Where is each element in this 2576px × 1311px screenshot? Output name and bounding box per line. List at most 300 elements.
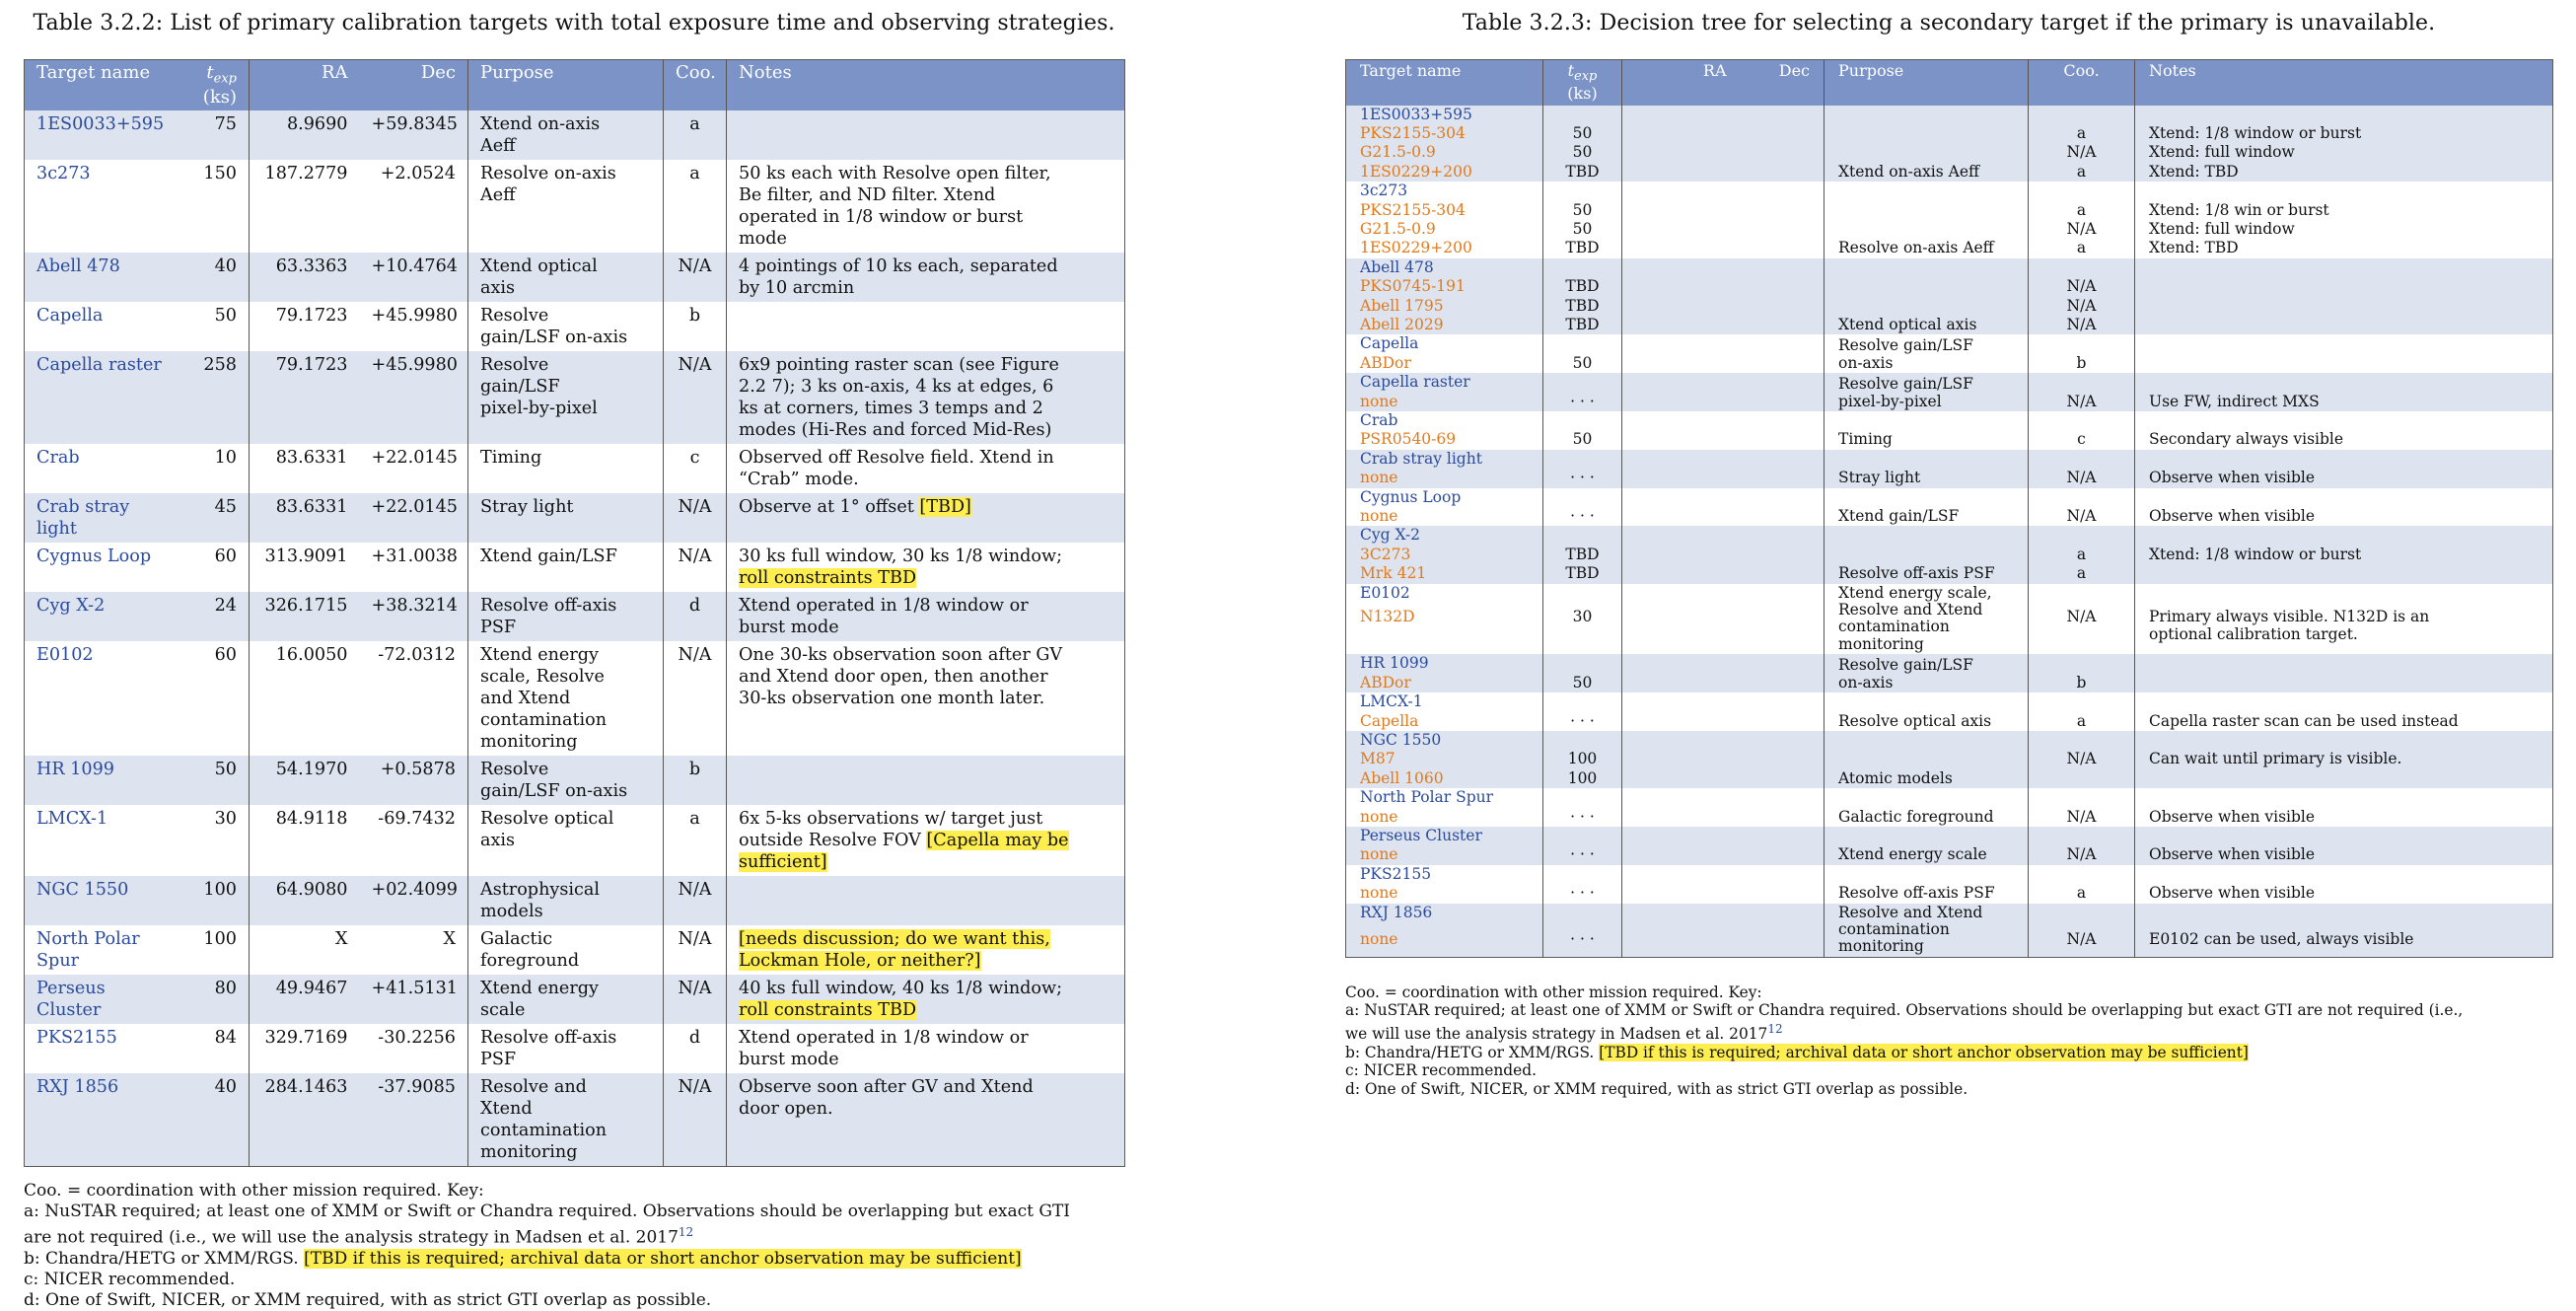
note-text: door open. — [739, 1099, 833, 1120]
primary-target-link[interactable]: Perseus Cluster — [1360, 826, 1482, 844]
primary-target-cell — [1346, 731, 1543, 750]
footnote-c: c: NICER recommended. — [1345, 1061, 1537, 1080]
coo-cell: a — [2029, 163, 2135, 182]
texp-cell: · · · — [1543, 930, 1622, 958]
notes-cell — [2135, 163, 2553, 182]
primary-target-link[interactable]: 3c273 — [1360, 182, 1408, 200]
purpose-line: Xtend — [480, 1099, 533, 1120]
ra-cell — [1622, 106, 1741, 124]
texp-unit: (ks) — [202, 86, 237, 108]
purpose-line: monitoring — [1838, 634, 1924, 653]
primary-target-cell — [1346, 526, 1543, 545]
target-name-link[interactable]: Perseus Cluster — [36, 979, 106, 1021]
alt-target-link[interactable]: PKS2155-304 — [1360, 123, 1466, 142]
dec-cell — [1741, 507, 1825, 526]
dec-cell — [1741, 731, 1825, 750]
alt-target-link[interactable]: M87 — [1360, 750, 1395, 768]
purpose-line: Resolve off-axis PSF — [1838, 564, 1995, 583]
purpose-line: contamination — [480, 1121, 608, 1141]
dec-cell — [1741, 143, 1825, 162]
purpose-cell — [468, 592, 664, 641]
notes-cell — [2135, 584, 2553, 609]
target-name-link[interactable]: LMCX-1 — [36, 809, 108, 830]
notes-cell — [2135, 106, 2553, 124]
purpose-line: gain/LSF — [480, 377, 560, 398]
note-text: Capella raster scan can be used instead — [2149, 711, 2459, 730]
alt-target-link[interactable]: Mrk 421 — [1360, 564, 1427, 583]
target-name-link[interactable]: Abell 478 — [36, 256, 120, 277]
texp-cell: TBD — [1543, 564, 1622, 583]
coo-cell: b — [2029, 674, 2135, 692]
note-text: One 30-ks observation soon after GV — [739, 645, 1063, 666]
coo-cell — [2029, 788, 2135, 807]
ra-cell — [1622, 884, 1741, 903]
group-primary-row — [1346, 731, 2553, 750]
col-ra: RA — [1622, 60, 1741, 106]
target-name-link[interactable]: North Polar Spur — [36, 929, 140, 972]
alt-target-cell — [1346, 845, 1543, 864]
note-text: Use FW, indirect MXS — [2149, 392, 2320, 410]
alt-target-cell — [1346, 163, 1543, 182]
coo-cell: N/A — [664, 253, 727, 302]
note-text: mode — [739, 229, 787, 250]
coo-cell: a — [664, 805, 727, 876]
table-caption: Table 3.2.3: Decision tree for selecting a secondary target if the primary is unavailable. — [1462, 11, 2436, 36]
purpose-line: Xtend gain/LSF — [1838, 507, 1960, 526]
purpose-cell — [468, 493, 664, 543]
col-dec: Dec — [1741, 60, 1825, 106]
alt-target-link[interactable]: Abell 2029 — [1360, 315, 1444, 333]
coo-cell: a — [2029, 201, 2135, 220]
note-text: Secondary always visible — [2149, 430, 2344, 449]
purpose-cell — [1825, 827, 2029, 865]
target-name-cell — [25, 975, 179, 1024]
purpose-line: Resolve off-axis PSF — [1838, 884, 1995, 903]
coo-cell: N/A — [2029, 808, 2135, 827]
coo-cell: N/A — [2029, 297, 2135, 316]
notes-cell — [2135, 674, 2553, 692]
coo-cell: N/A — [2029, 143, 2135, 162]
table-row — [25, 876, 1125, 925]
dec-cell — [1741, 769, 1825, 788]
ra-cell: 284.1463 — [250, 1073, 360, 1167]
alt-target-link[interactable]: PKS0745-191 — [1360, 277, 1466, 296]
dec-cell — [1741, 316, 1825, 334]
target-name-link[interactable]: Cyg X-2 — [36, 596, 106, 617]
target-name-cell — [25, 756, 179, 805]
target-name-link[interactable]: Capella — [36, 306, 104, 327]
purpose-line: scale, Resolve — [480, 667, 605, 688]
primary-targets-table — [24, 59, 1125, 1167]
target-name-link[interactable]: HR 1099 — [36, 760, 114, 780]
alt-target-link[interactable]: Abell 1060 — [1360, 768, 1444, 787]
notes-cell — [727, 756, 1125, 805]
dec-cell — [1741, 430, 1825, 449]
target-name-link[interactable]: Cygnus Loop — [36, 546, 152, 567]
note-text: Observe when visible — [2149, 807, 2316, 826]
texp-cell: 75 — [179, 110, 250, 160]
texp-cell: 50 — [1543, 124, 1622, 143]
table-header-row — [25, 60, 1125, 111]
purpose-line: Xtend energy — [480, 645, 599, 666]
dec-cell: +38.3214 — [360, 592, 468, 641]
alt-target-link[interactable]: N132D — [1360, 608, 1415, 626]
primary-target-link[interactable]: 1ES0033+595 — [1360, 105, 1472, 123]
ra-cell — [1622, 393, 1741, 411]
alt-target-link[interactable]: none — [1360, 807, 1398, 826]
alt-target-link[interactable]: 1ES0229+200 — [1360, 239, 1472, 257]
texp-cell — [1543, 488, 1622, 507]
texp-cell — [1543, 373, 1622, 392]
texp-cell — [1543, 788, 1622, 807]
alt-target-link[interactable]: 1ES0229+200 — [1360, 162, 1472, 181]
ra-cell — [1622, 608, 1741, 654]
alt-target-cell — [1346, 884, 1543, 903]
ra-cell: 63.3363 — [250, 253, 360, 302]
primary-target-link[interactable]: Cyg X-2 — [1360, 526, 1421, 545]
primary-target-link[interactable]: Cygnus Loop — [1360, 487, 1462, 506]
alt-target-cell — [1346, 430, 1543, 449]
coo-cell: N/A — [2029, 469, 2135, 487]
col-texp — [1543, 60, 1622, 106]
note-highlight: [TBD] — [919, 497, 971, 518]
notes-cell — [2135, 712, 2553, 731]
alt-target-cell — [1346, 239, 1543, 257]
target-name-cell — [25, 444, 179, 493]
texp-cell: 50 — [1543, 674, 1622, 692]
alt-target-link[interactable]: ABDor — [1360, 673, 1411, 692]
ra-cell — [1622, 334, 1741, 353]
purpose-line: foreground — [480, 951, 580, 972]
primary-target-link[interactable]: RXJ 1856 — [1360, 903, 1433, 921]
ra-cell: 49.9467 — [250, 975, 360, 1024]
dec-cell: +2.0524 — [360, 160, 468, 253]
ra-cell — [1622, 731, 1741, 750]
primary-target-cell — [1346, 258, 1543, 277]
ra-cell — [1622, 507, 1741, 526]
texp-cell: 30 — [179, 805, 250, 876]
ra-cell: 83.6331 — [250, 444, 360, 493]
alt-target-link[interactable]: none — [1360, 392, 1398, 410]
dec-cell: +45.9980 — [360, 302, 468, 351]
note-text: Xtend operated in 1/8 window or — [739, 1028, 1029, 1049]
ra-cell — [1622, 258, 1741, 277]
purpose-cell — [1825, 731, 2029, 788]
table-footnotes — [24, 1181, 1124, 1311]
ra-cell: 54.1970 — [250, 756, 360, 805]
target-name-link[interactable]: 3c273 — [36, 164, 91, 184]
group-primary-row — [1346, 904, 2553, 930]
table-row — [25, 1024, 1125, 1073]
table-row — [25, 444, 1125, 493]
note-highlight: roll constraints TBD — [739, 568, 917, 589]
coo-cell: a — [664, 110, 727, 160]
texp-cell: TBD — [1543, 546, 1622, 564]
target-name-cell — [25, 493, 179, 543]
purpose-line: PSF — [480, 1050, 517, 1070]
dec-cell — [1741, 277, 1825, 296]
notes-cell — [2135, 488, 2553, 507]
alt-target-link[interactable]: 3C273 — [1360, 545, 1411, 563]
alt-target-cell — [1346, 143, 1543, 162]
texp-cell: 50 — [1543, 143, 1622, 162]
dec-cell: +22.0145 — [360, 444, 468, 493]
primary-target-link[interactable]: Crab — [1360, 411, 1398, 430]
target-name-cell — [25, 641, 179, 756]
texp-cell: 258 — [179, 351, 250, 444]
coo-cell: b — [664, 756, 727, 805]
ra-cell — [1622, 201, 1741, 220]
secondary-targets-panel — [1345, 0, 2552, 1098]
purpose-cell — [1825, 182, 2029, 258]
dec-cell — [1741, 373, 1825, 392]
texp-symbol: t — [206, 62, 214, 83]
notes-cell — [727, 925, 1125, 975]
primary-target-link[interactable]: North Polar Spur — [1360, 788, 1494, 807]
footnote-ref-link[interactable]: 12 — [1767, 1021, 1783, 1036]
notes-cell — [727, 876, 1125, 925]
note-highlight: roll constraints TBD — [739, 1000, 917, 1021]
alt-target-link[interactable]: PSR0540-69 — [1360, 430, 1457, 449]
note-text: 4 pointings of 10 ks each, separated — [739, 256, 1058, 277]
purpose-line: Resolve gain/LSF — [1838, 375, 1973, 394]
table-row — [25, 592, 1125, 641]
purpose-line: Xtend energy scale, — [1838, 583, 1992, 602]
purpose-line: monitoring — [480, 732, 578, 753]
ra-cell — [1622, 692, 1741, 711]
ra-cell — [1622, 373, 1741, 392]
table-row — [25, 975, 1125, 1024]
purpose-line: Xtend on-axis Aeff — [1838, 162, 1980, 181]
coo-cell: a — [2029, 124, 2135, 143]
group-primary-row — [1346, 584, 2553, 609]
footnote-a-text: are not required (i.e., we will use the analysis strategy in Madsen et al. 2017 — [24, 1227, 679, 1248]
notes-cell — [727, 444, 1125, 493]
coo-cell — [2029, 865, 2135, 884]
col-notes: Notes — [727, 60, 1125, 111]
purpose-cell — [468, 110, 664, 160]
ra-cell — [1622, 182, 1741, 200]
primary-target-cell — [1346, 450, 1543, 469]
texp-cell: · · · — [1543, 884, 1622, 903]
purpose-cell — [468, 253, 664, 302]
texp-cell: 100 — [1543, 750, 1622, 768]
alt-target-link[interactable]: G21.5-0.9 — [1360, 143, 1436, 162]
ra-cell: 83.6331 — [250, 493, 360, 543]
ra-cell — [1622, 124, 1741, 143]
notes-cell — [2135, 788, 2553, 807]
purpose-line: Resolve and Xtend — [1838, 601, 1983, 619]
texp-cell: 84 — [179, 1024, 250, 1073]
target-name-link[interactable]: Capella raster — [36, 355, 162, 376]
footnote-ref-link[interactable]: 12 — [678, 1225, 694, 1240]
primary-target-link[interactable]: Capella raster — [1360, 373, 1470, 392]
note-text: 30 ks full window, 30 ks 1/8 window; — [739, 546, 1063, 567]
group-primary-row — [1346, 450, 2553, 469]
notes-cell — [2135, 750, 2553, 768]
notes-cell — [2135, 182, 2553, 200]
note-highlight: [needs discussion; do we want this, — [739, 929, 1050, 950]
coo-cell: N/A — [2029, 393, 2135, 411]
purpose-cell — [1825, 488, 2029, 527]
coo-cell — [2029, 488, 2135, 507]
purpose-line: Galactic foreground — [1838, 807, 1994, 826]
purpose-line: Resolve off-axis — [480, 596, 617, 617]
alt-target-link[interactable]: none — [1360, 929, 1398, 948]
purpose-cell — [468, 160, 664, 253]
purpose-line: Astrophysical — [480, 880, 600, 901]
purpose-cell — [468, 805, 664, 876]
footnote-a: a: NuSTAR required; at least one of XMM or Swift or Chandra required. Observations should be overlapping but exact GTI are not required (i.e., — [1345, 1001, 2464, 1020]
dec-cell: X — [360, 925, 468, 975]
note-text: Be filter, and ND filter. Xtend — [739, 185, 996, 206]
purpose-cell — [468, 444, 664, 493]
col-texp — [179, 60, 250, 111]
group-primary-row — [1346, 182, 2553, 200]
alt-target-link[interactable]: none — [1360, 884, 1398, 903]
alt-target-link[interactable]: ABDor — [1360, 353, 1411, 372]
purpose-line: pixel-by-pixel — [480, 399, 598, 419]
dec-cell — [1741, 239, 1825, 257]
note-text: Observe when visible — [2149, 884, 2316, 903]
note-text: Xtend: full window — [2149, 143, 2295, 162]
purpose-line: contamination — [480, 710, 608, 731]
notes-cell — [727, 302, 1125, 351]
primary-target-cell — [1346, 584, 1543, 609]
note-text: 50 ks each with Resolve open filter, — [739, 164, 1051, 184]
ra-cell — [1622, 750, 1741, 768]
primary-target-link[interactable]: Crab stray light — [1360, 449, 1482, 468]
notes-cell — [727, 1024, 1125, 1073]
purpose-line: Xtend on-axis — [480, 114, 601, 135]
dec-cell — [1741, 182, 1825, 200]
coo-cell: a — [2029, 564, 2135, 583]
ra-cell — [1622, 488, 1741, 507]
alt-target-cell — [1346, 507, 1543, 526]
alt-target-link[interactable]: none — [1360, 469, 1398, 487]
ra-cell — [1622, 450, 1741, 469]
texp-cell — [1543, 526, 1622, 545]
texp-cell: · · · — [1543, 808, 1622, 827]
table-row — [25, 253, 1125, 302]
primary-targets-panel — [24, 0, 1124, 1311]
coo-cell: c — [2029, 430, 2135, 449]
dec-cell: +59.8345 — [360, 110, 468, 160]
purpose-cell — [1825, 450, 2029, 488]
target-name-link[interactable]: E0102 — [36, 645, 94, 666]
notes-cell — [2135, 469, 2553, 487]
notes-cell — [2135, 654, 2553, 673]
notes-cell — [727, 592, 1125, 641]
ra-cell — [1622, 354, 1741, 373]
ra-cell — [1622, 827, 1741, 845]
dec-cell — [1741, 297, 1825, 316]
notes-cell — [727, 110, 1125, 160]
coo-cell — [2029, 654, 2135, 673]
coo-cell — [2029, 692, 2135, 711]
table-row — [25, 805, 1125, 876]
group-primary-row — [1346, 106, 2553, 124]
alt-target-link[interactable]: PKS2155-304 — [1360, 200, 1466, 219]
purpose-line: Resolve optical axis — [1838, 711, 1992, 730]
alt-target-link[interactable]: none — [1360, 845, 1398, 864]
target-name-link[interactable]: Crab — [36, 448, 80, 469]
target-name-link[interactable]: PKS2155 — [36, 1028, 117, 1049]
coo-cell: a — [664, 160, 727, 253]
footnote-d: d: One of Swift, NICER, or XMM required, with as strict GTI overlap as possible. — [24, 1289, 712, 1310]
footnote-d: d: One of Swift, NICER, or XMM required, with as strict GTI overlap as possible. — [1345, 1079, 1968, 1098]
note-highlight: [Capella may be — [926, 831, 1069, 851]
purpose-line: Resolve and — [480, 1077, 587, 1098]
dec-cell: +31.0038 — [360, 543, 468, 592]
dec-cell: -72.0312 — [360, 641, 468, 756]
purpose-cell — [468, 756, 664, 805]
notes-cell — [2135, 411, 2553, 430]
target-name-link[interactable]: 1ES0033+595 — [36, 114, 165, 135]
alt-target-link[interactable]: Abell 1795 — [1360, 296, 1444, 315]
ra-cell — [1622, 654, 1741, 673]
group-primary-row — [1346, 654, 2553, 673]
primary-target-link[interactable]: NGC 1550 — [1360, 730, 1442, 749]
footnote-b-text: b: Chandra/HETG or XMM/RGS. — [1345, 1043, 1600, 1061]
footnote-c: c: NICER recommended. — [24, 1269, 236, 1289]
primary-target-link[interactable]: Abell 478 — [1360, 257, 1434, 276]
texp-cell: 100 — [179, 925, 250, 975]
alt-target-link[interactable]: Capella — [1360, 711, 1419, 730]
target-name-link[interactable]: NGC 1550 — [36, 880, 129, 901]
purpose-cell — [468, 543, 664, 592]
primary-target-cell — [1346, 904, 1543, 930]
coo-cell: a — [2029, 239, 2135, 257]
dec-cell — [1741, 220, 1825, 239]
primary-target-link[interactable]: HR 1099 — [1360, 654, 1429, 673]
purpose-cell — [1825, 584, 2029, 655]
notes-cell — [727, 975, 1125, 1024]
texp-cell: 30 — [1543, 608, 1622, 654]
primary-target-link[interactable]: LMCX-1 — [1360, 692, 1423, 711]
purpose-line: Resolve optical — [480, 809, 614, 830]
note-text: and Xtend door open, then another — [739, 667, 1048, 688]
dec-cell: +41.5131 — [360, 975, 468, 1024]
alt-target-cell — [1346, 712, 1543, 731]
target-name-link[interactable]: RXJ 1856 — [36, 1077, 119, 1098]
notes-cell — [2135, 201, 2553, 220]
target-name-link[interactable]: Crab stray light — [36, 497, 130, 540]
dec-cell — [1741, 904, 1825, 930]
ra-cell — [1622, 904, 1741, 930]
ra-cell — [1622, 143, 1741, 162]
dec-cell — [1741, 411, 1825, 430]
ra-cell: 79.1723 — [250, 351, 360, 444]
alt-target-link[interactable]: none — [1360, 507, 1398, 526]
primary-target-link[interactable]: Capella — [1360, 334, 1419, 353]
note-text: burst mode — [739, 1050, 839, 1070]
ra-cell: 79.1723 — [250, 302, 360, 351]
coo-cell: N/A — [2029, 608, 2135, 654]
primary-target-link[interactable]: PKS2155 — [1360, 864, 1432, 883]
dec-cell — [1741, 865, 1825, 884]
group-primary-row — [1346, 827, 2553, 845]
col-target-name: Target name — [25, 60, 179, 111]
notes-cell — [727, 805, 1125, 876]
table-row — [25, 160, 1125, 253]
alt-target-link[interactable]: G21.5-0.9 — [1360, 219, 1436, 238]
purpose-line: Xtend gain/LSF — [480, 546, 617, 567]
ra-cell — [1622, 808, 1741, 827]
texp-cell — [1543, 182, 1622, 200]
coo-cell: N/A — [2029, 277, 2135, 296]
primary-target-link[interactable]: E0102 — [1360, 583, 1410, 602]
